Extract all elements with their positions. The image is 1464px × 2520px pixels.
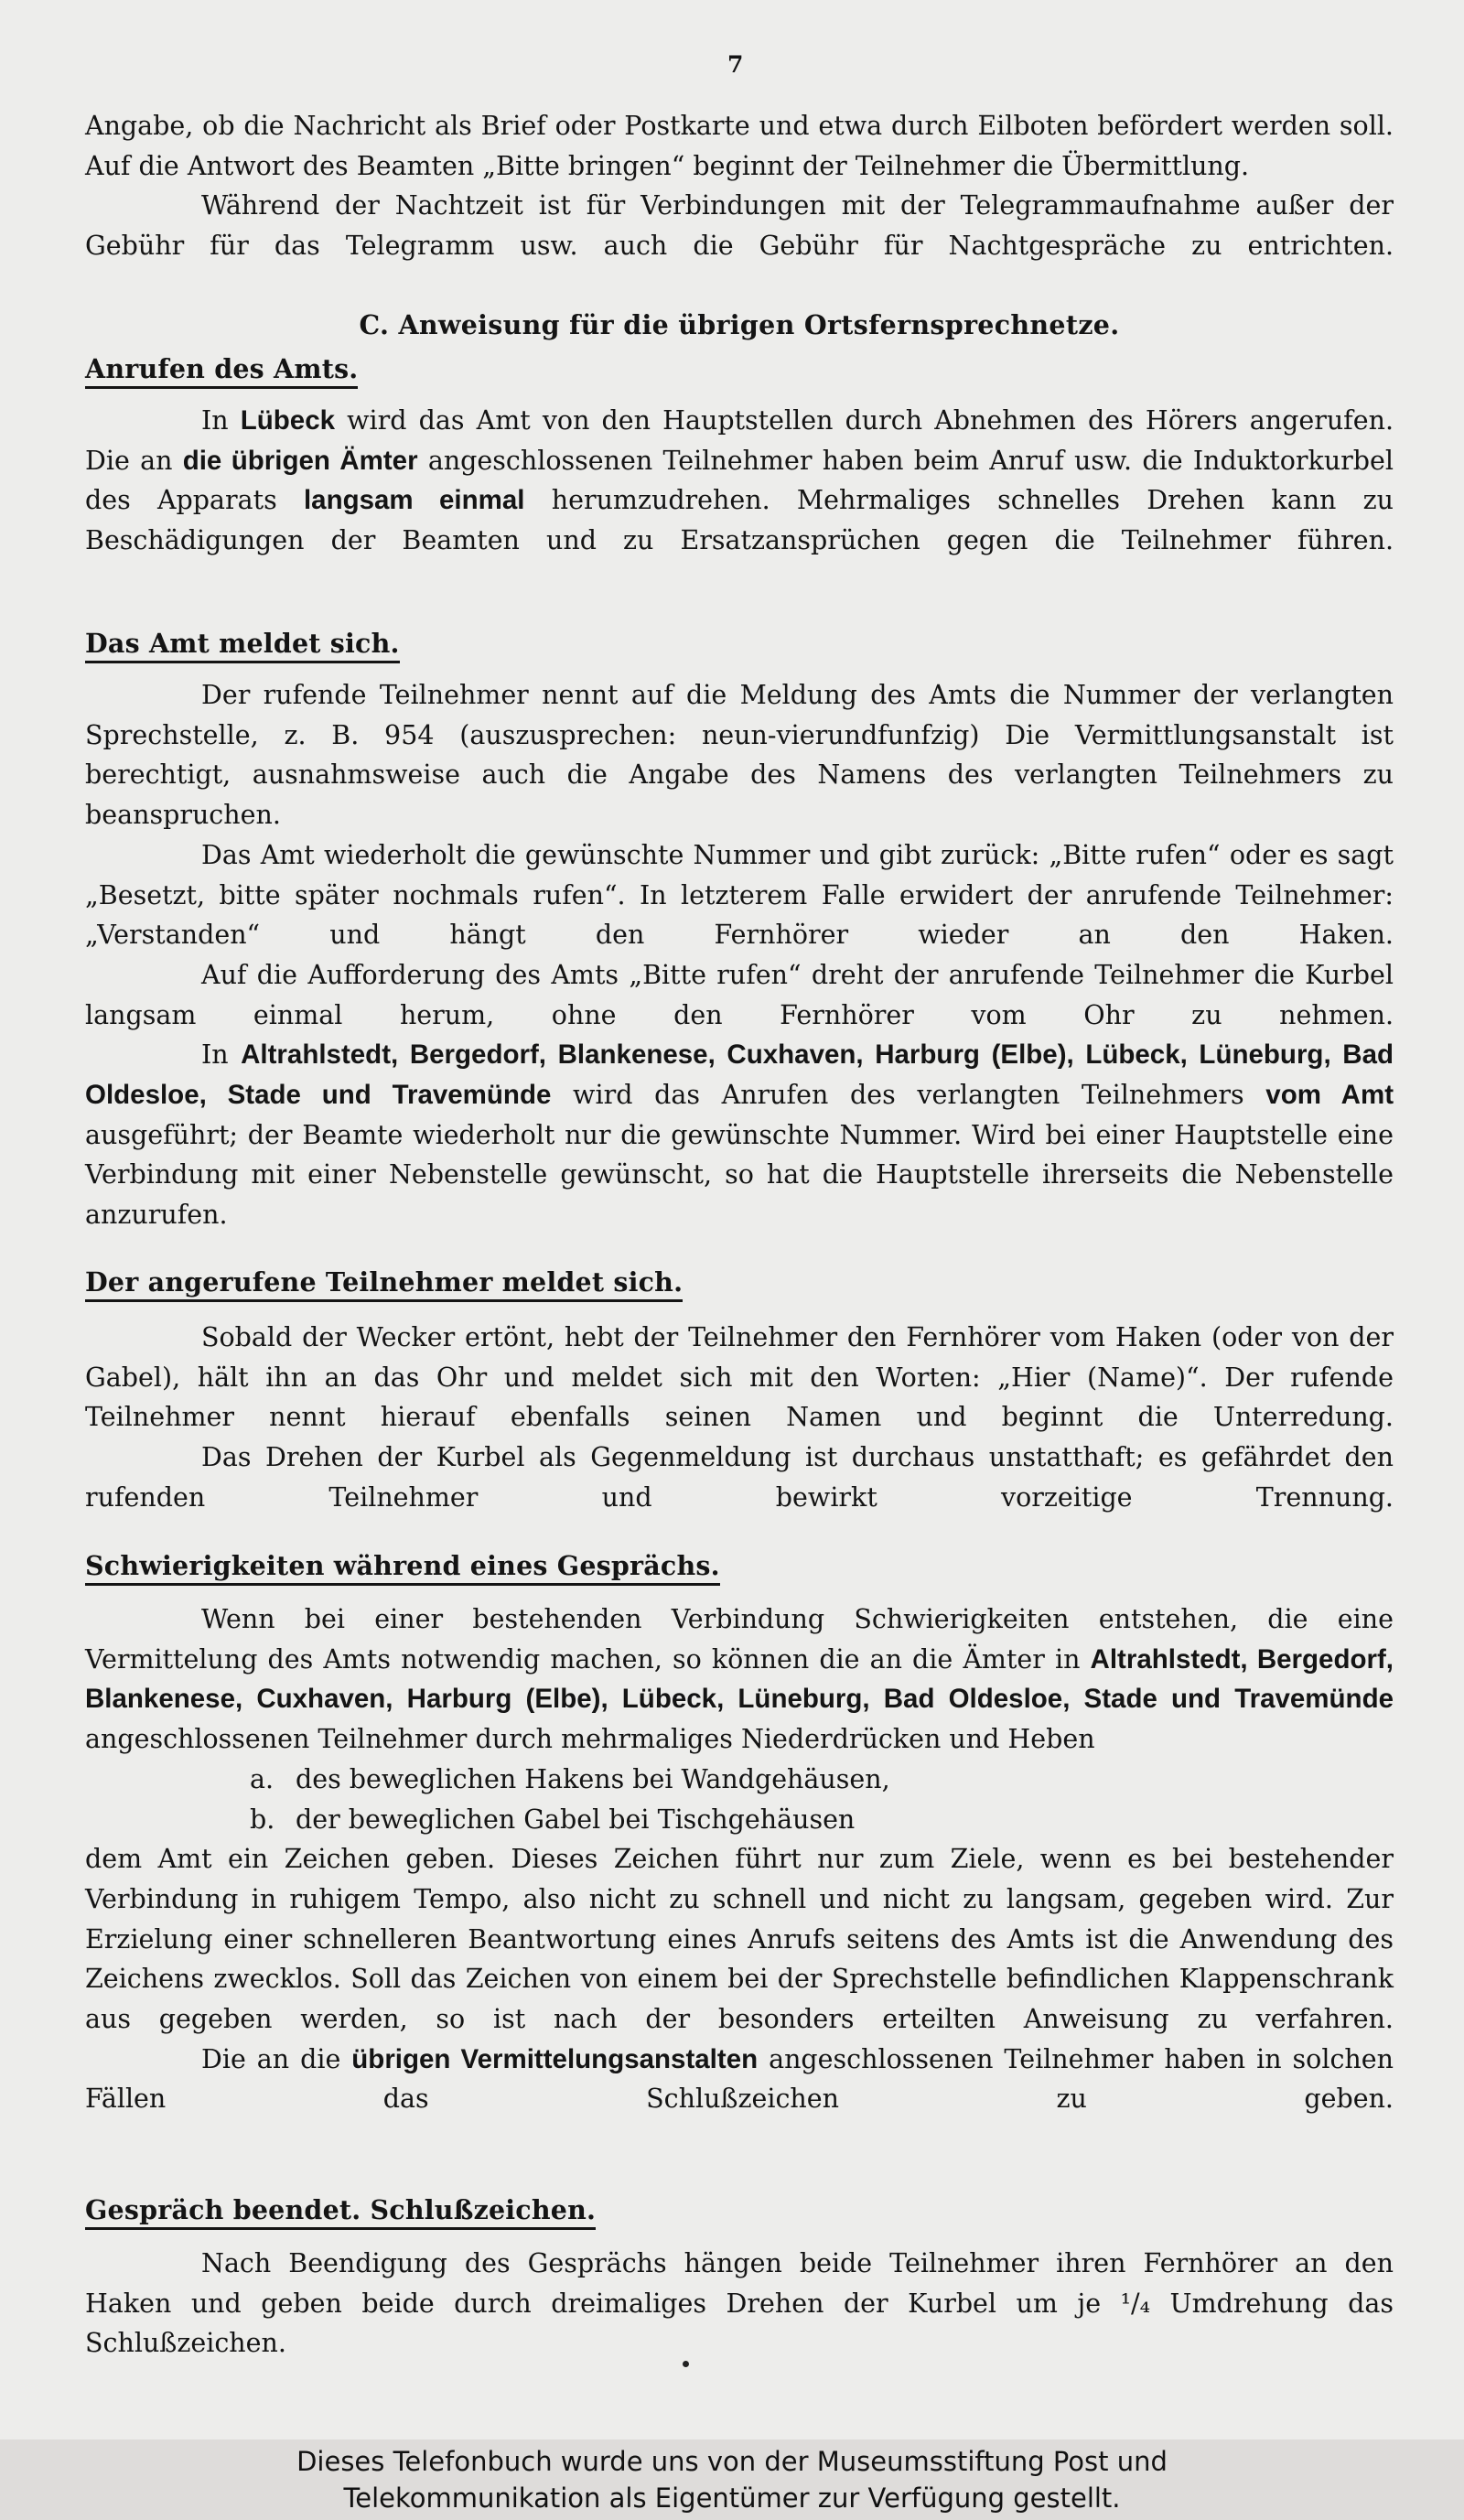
footer-caption	[0, 2439, 1464, 2520]
text-span: herumzudrehen. Mehrmaliges schnelles Drehen kann zu Beschädigungen der Beamten und zu Ersatzansprüchen gegen die Teilnehmer führen.	[85, 485, 1394, 556]
text-span: Wenn bei einer bestehenden Verbindung Schwierigkeiten entstehen, die eine Vermittelung des Amts notwendig machen, so können die an die Ämter in	[85, 1604, 1394, 1675]
intro-block	[85, 106, 1394, 266]
list-item-text: des beweglichen Hakens bei Wandgehäusen,	[296, 1763, 890, 1794]
heading-schwierigkeiten: Schwierigkeiten während eines Gesprächs.	[85, 1550, 720, 1586]
footer-line-2: Telekommunikation als Eigentümer zur Verfügung gestellt.	[343, 2482, 1121, 2514]
section-anrufen	[85, 401, 1394, 561]
angerufene-paragraph-2: Das Drehen der Kurbel als Gegenmeldung ist durchaus unstatthaft; es gefährdet den rufenden Teilnehmer und bewirkt vorzeitige Trennung.	[85, 1442, 1394, 1513]
ink-dot	[683, 2361, 689, 2367]
list-item	[85, 1760, 1394, 1800]
heading-das-amt-meldet-sich: Das Amt meldet sich.	[85, 628, 400, 663]
page-number: 7	[727, 51, 744, 78]
amt-meldet-paragraph-1: Der rufende Teilnehmer nennt auf die Meldung des Amts die Nummer der verlangten Sprechstelle, z. B. 954 (auszusprechen: neun-vierundfunfzig) Die Vermittlungsanstalt ist berechtigt, ausnahmsweise auch die Angabe des Namens des verlangten Teilnehmers zu beanspruchen.	[85, 680, 1394, 831]
schwierigkeiten-paragraph-1	[85, 1599, 1394, 1760]
bold-span: langsam einmal	[303, 485, 525, 516]
heading-angerufene-meldet-sich: Der angerufene Teilnehmer meldet sich.	[85, 1266, 683, 1302]
text-span: angeschlossenen Teilnehmer durch mehrmaliges Niederdrücken und Heben	[85, 1724, 1095, 1755]
section-angerufene	[85, 1318, 1394, 1518]
intro-paragraph-1: Angabe, ob die Nachricht als Brief oder Postkarte und etwa durch Eilboten befördert werden soll. Auf die Antwort des Beamten „Bitte bringen“ beginnt der Teilnehmer die Übermittlung.	[85, 111, 1394, 181]
text-span: ausgeführt; der Beamte wiederholt nur die gewünschte Nummer. Wird bei einer Hauptstelle eine Verbindung mit einer Nebenstelle gewünscht, so hat die Hauptstelle ihrerseits die Nebenstelle anzurufen.	[85, 1119, 1394, 1231]
text-span: Die an die	[201, 2043, 352, 2074]
section-schwierigkeiten	[85, 1599, 1394, 2119]
intro-paragraph-2: Während der Nachtzeit ist für Verbindungen mit der Telegrammaufnahme außer der Gebühr für das Telegramm usw. auch die Gebühr für Nachtgespräche zu entrichten.	[85, 190, 1394, 262]
amt-meldet-paragraph-4	[85, 1035, 1394, 1235]
list-marker: a.	[250, 1763, 274, 1794]
heading-gespraech-beendet: Gespräch beendet. Schlußzeichen.	[85, 2194, 596, 2230]
bold-span: Altrahlstedt, Bergedorf, Blankenese, Cuxhaven, Harburg (Elbe), Lübeck, Lüneburg, Bad Oldesloe, Stade und Travemünde	[85, 1643, 1394, 1715]
footer-line-1: Dieses Telefonbuch wurde uns von der Museumsstiftung Post und	[296, 2446, 1168, 2477]
bold-span: die übrigen Ämter	[182, 445, 418, 476]
heading-anrufen-des-amts: Anrufen des Amts.	[85, 353, 358, 389]
bold-span: vom Amt	[1265, 1080, 1394, 1111]
bold-span: übrigen Vermittelungsanstalten	[351, 2043, 759, 2074]
text-span: wird das Amt von den Hauptstellen durch Abnehmen des Hörers angerufen. Die an	[85, 405, 1394, 476]
gespraech-beendet-paragraph: Nach Beendigung des Gesprächs hängen beide Teilnehmer ihren Fernhörer an den Haken und geben beide durch dreimaliges Drehen der Kurbel um je ¹/₄ Umdrehung das Schlußzeichen.	[85, 2248, 1394, 2359]
schwierigkeiten-paragraph-2: dem Amt ein Zeichen geben. Dieses Zeichen führt nur zum Ziele, wenn es bei bestehender Verbindung in ruhigem Tempo, also nicht zu schnell und nicht zu langsam, gegeben wird. Zur Erzielung einer schnelleren Beantwortung eines Anrufs seitens des Amts ist die Anwendung des Zeichens zwecklos. Soll das Zeichen von einem bei der Sprechstelle befindlichen Klappenschrank aus gegeben werden, so ist nach der besonders erteilten Anweisung zu verfahren.	[85, 1844, 1394, 2035]
section-amt-meldet	[85, 675, 1394, 1235]
text-span: angeschlossenen Teilnehmer haben beim Anruf usw. die Induktorkurbel des Apparats	[85, 445, 1394, 516]
anrufen-paragraph	[85, 401, 1394, 561]
bold-span: Altrahlstedt, Bergedorf, Blankenese, Cuxhaven, Harburg (Elbe), Lübeck, Lüneburg, Bad Oldesloe, Stade und Travemünde	[85, 1039, 1394, 1111]
list-item	[85, 1800, 1394, 1840]
list-item-text: der beweglichen Gabel bei Tischgehäusen	[296, 1804, 856, 1835]
amt-meldet-paragraph-3: Auf die Aufforderung des Amts „Bitte rufen“ dreht der anrufende Teilnehmer die Kurbel langsam einmal herum, ohne den Fernhörer vom Ohr zu nehmen.	[85, 959, 1394, 1030]
amt-meldet-paragraph-2: Das Amt wiederholt die gewünschte Nummer und gibt zurück: „Bitte rufen“ oder es sagt „Besetzt, bitte später nochmals rufen“. In letzterem Falle erwidert der anrufende Teilnehmer: „Verstanden“ und hängt den Fernhörer wieder an den Haken.	[85, 839, 1394, 951]
section-gespraech-beendet	[85, 2244, 1394, 2364]
list-marker: b.	[250, 1804, 275, 1835]
angerufene-paragraph-1: Sobald der Wecker ertönt, hebt der Teilnehmer den Fernhörer vom Haken (oder von der Gabel), hält ihn an das Ohr und meldet sich mit den Worten: „Hier (Name)“. Der rufende Teilnehmer nennt hierauf ebenfalls seinen Namen und beginnt die Unterredung.	[85, 1322, 1394, 1433]
text-span: angeschlossenen Teilnehmer haben in solchen Fällen das Schlußzeichen zu geben.	[85, 2043, 1394, 2115]
bold-span: Lübeck	[240, 405, 336, 436]
schwierigkeiten-paragraph-3	[85, 2040, 1394, 2119]
text-span: In	[201, 405, 241, 436]
section-title: C. Anweisung für die übrigen Ortsfernsprechnetze.	[359, 309, 1120, 340]
text-span: In	[201, 1039, 242, 1071]
text-span: wird das Anrufen des verlangten Teilnehmers	[551, 1080, 1266, 1111]
